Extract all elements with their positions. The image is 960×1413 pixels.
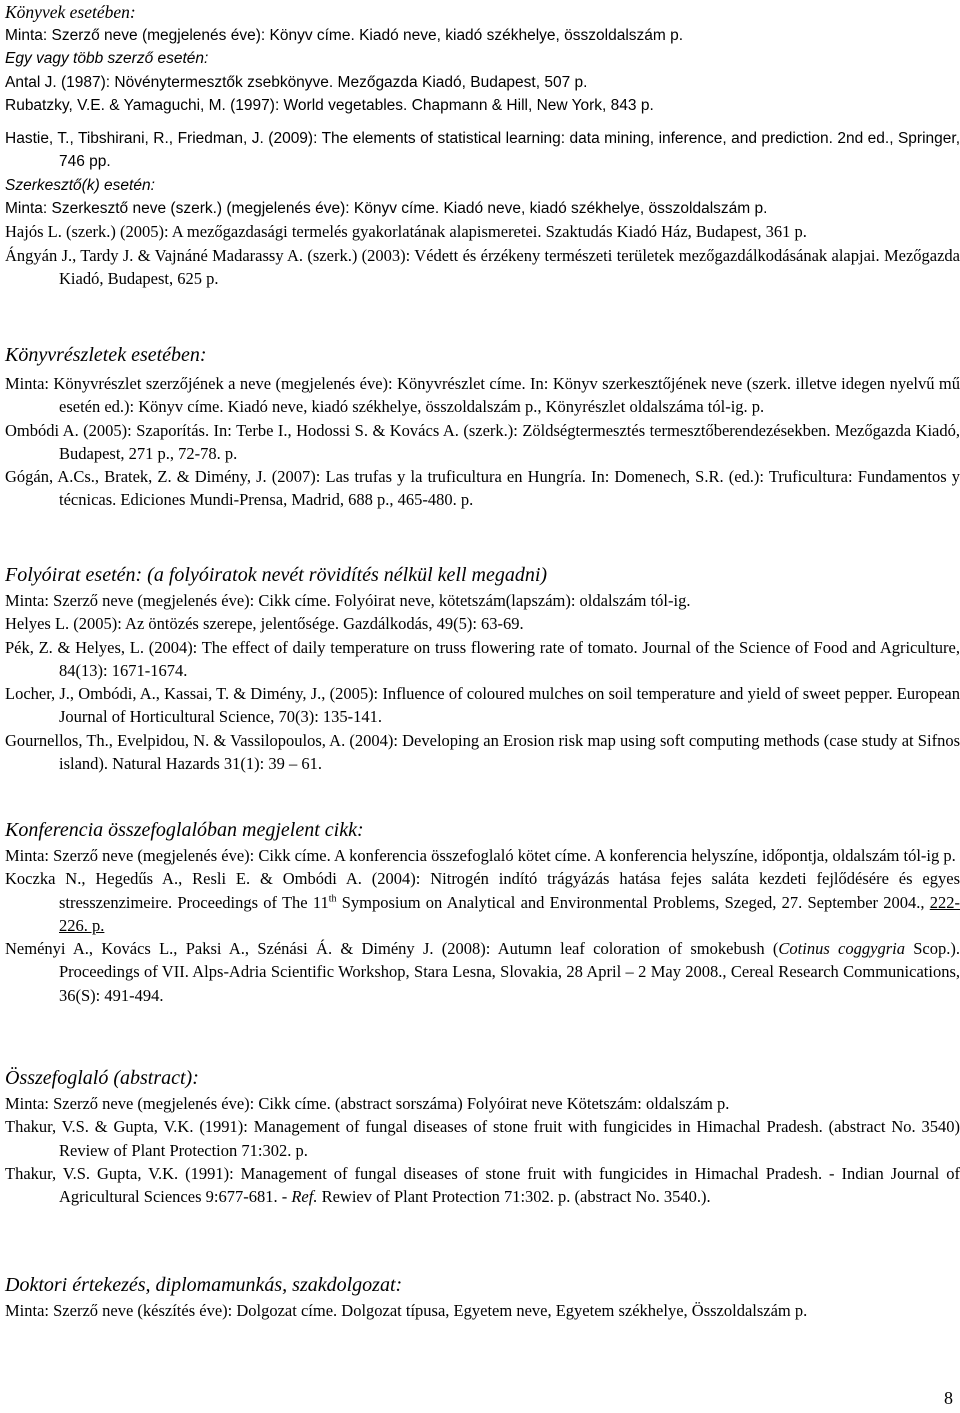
- books-pattern: Minta: Szerző neve (megjelenés éve): Könyv címe. Kiadó neve, kiadó székhelye, összoldalszám p.: [5, 27, 684, 44]
- chapters-heading: Könyvrészletek esetében:: [5, 344, 207, 366]
- section-chapters: [5, 343, 960, 512]
- book-entry: Hastie, T., Tibshirani, R., Friedman, J. (2009): The elements of statistical learning: data mining, inference, and prediction. 2nd ed., Springer, 746 pp.: [5, 130, 960, 171]
- conference-entry-text: Scop.). Proceedings of VII. Alps-Adria Scientific Workshop, Stara Lesna, Slovakia, 28 April – 2 May 2008., Cereal Research Communications, 36(S): 491-494.: [59, 939, 960, 1005]
- book-entry: Ángyán J., Tardy J. & Vajnáné Madarassy A. (szerk.) (2003): Védett és érzékeny természeti területek mezőgazdálkodásának alapjai. Mezőgazda Kiadó, Budapest, 625 p.: [5, 245, 960, 288]
- conference-entry: [5, 867, 960, 937]
- journal-entry: Locher, J., Ombódi, A., Kassai, T. & Dimény, J., (2005): Influence of coloured mulches on soil temperature and yield of sweet pepper. European Journal of Horticultural Science, 70(3): 135-141.: [5, 684, 960, 727]
- conference-entry-pages: 222-226. p.: [59, 892, 960, 935]
- journals-pattern: Minta: Szerző neve (megjelenés éve): Cikk címe. Folyóirat neve, kötetszám(lapszám): oldalszám tól-ig.: [5, 591, 691, 610]
- journal-entry: Gournellos, Th., Evelpidou, N. & Vassilopoulos, A. (2004): Developing an Erosion risk map using soft computing methods (case study at Sifnos island). Natural Hazards 31(1): 39 – 61.: [5, 730, 960, 774]
- conference-heading: Konferencia összefoglalóban megjelent cikk:: [5, 819, 364, 841]
- books-multi-author-heading: Egy vagy több szerző esetén:: [5, 50, 209, 68]
- theses-pattern: Minta: Szerző neve (készítés éve): Dolgozat címe. Dolgozat típusa, Egyetem neve, Egyetem székhelye, Összoldalszám p.: [5, 1301, 808, 1320]
- chapter-entry: Gógán, A.Cs., Bratek, Z. & Dimény, J. (2007): Las trufas y la truficultura en Hungría. In: Domenech, S.R. (ed.): Truficultura: Fundamentos y técnicas. Ediciones Mundi-Prensa, Madrid, 688 p., 465-480. p.: [5, 467, 960, 510]
- abstract-entry-text: Rewiev of Plant Protection 71:302. p. (abstract No. 3540.).: [317, 1187, 711, 1207]
- section-journals: [5, 563, 960, 775]
- abstract-pattern: Minta: Szerző neve (megjelenés éve): Cikk címe. (abstract sorszáma) Folyóirat neve Kötetszám: oldalszám p.: [5, 1094, 730, 1113]
- section-books: [5, 0, 960, 290]
- page-number: 8: [944, 1388, 953, 1408]
- journal-entry: Pék, Z. & Helyes, L. (2004): The effect of daily temperature on truss flowering rate of tomato. Journal of the Science of Food and Agriculture, 84(13): 1671-1674.: [5, 637, 960, 680]
- abstract-entry: Thakur, V.S. & Gupta, V.K. (1991): Management of fungal diseases of stone fruit with fungicides in Himachal Pradesh. (abstract No. 3540) Review of Plant Protection 71:302. p.: [5, 1117, 960, 1160]
- conference-entry-text: Neményi A., Kovács L., Paksi A., Szénási Á. & Dimény J. (2008): Autumn leaf coloration of smokebush (: [5, 939, 779, 959]
- ref-label: Ref.: [291, 1187, 318, 1207]
- section-abstract: [5, 1066, 960, 1208]
- abstract-heading: Összefoglaló (abstract):: [5, 1067, 199, 1089]
- chapters-pattern: Minta: Könyvrészlet szerzőjének a neve (megjelenés éve): Könyvrészlet címe. In: Könyv szerkesztőjének neve (szerk. illetve idegen nyelvű mű esetén ed.): Könyv címe. Kiadó neve, kiadó székhelye, összoldalszám p., Könyrészlet oldalszáma tól-ig. p.: [5, 374, 960, 417]
- abstract-entry-text: Thakur, V.S. Gupta, V.K. (1991): Management of fungal diseases of stone fruit with fungicides in Himachal Pradesh. - Indian Journal of Agricultural Sciences 9:677-681. -: [5, 1163, 960, 1207]
- chapter-entry: Ombódi A. (2005): Szaporítás. In: Terbe I., Hodossi S. & Kovács A. (szerk.): Zöldségtermesztés termesztőberendezésekben. Mezőgazda Kiadó, Budapest, 271 p., 72-78. p.: [5, 420, 960, 463]
- conference-entry-text: Symposium on Analytical and Environmental Problems, Szeged, 27. September 2004.,: [336, 892, 930, 912]
- theses-heading: Doktori értekezés, diplomamunkás, szakdolgozat:: [5, 1274, 403, 1296]
- journals-heading: Folyóirat esetén: (a folyóiratok nevét rövidítés nélkül kell megadni): [5, 564, 548, 586]
- section-theses: [5, 1273, 960, 1322]
- abstract-entry: [5, 1162, 960, 1209]
- book-entry: Rubatzky, V.E. & Yamaguchi, M. (1997): World vegetables. Chapmann & Hill, New York, 843 p.: [5, 96, 654, 114]
- journal-entry: Helyes L. (2005): Az öntözés szerepe, jelentősége. Gazdálkodás, 49(5): 63-69.: [5, 614, 524, 634]
- books-editor-heading: Szerkesztő(k) esetén:: [5, 176, 155, 194]
- section-conference: [5, 818, 960, 1007]
- books-editor-pattern: Minta: Szerkesztő neve (szerk.) (megjelenés éve): Könyv címe. Kiadó neve, kiadó székhelye, összoldalszám p.: [5, 200, 768, 218]
- conference-entry-text: Koczka N., Hegedűs A., Resli E. & Ombódi A. (2004): Nitrogén indító trágyázás hatása fejes saláta kezdeti fejlődésére és egyes stresszenzimeire. Proceedings of The 11: [5, 869, 960, 912]
- book-entry: Antal J. (1987): Növénytermesztők zsebkönyve. Mezőgazda Kiadó, Budapest, 507 p.: [5, 73, 588, 91]
- book-entry: Hajós L. (szerk.) (2005): A mezőgazdasági termelés gyakorlatának alapismeretei. Szaktudás Kiadó Ház, Budapest, 361 p.: [5, 222, 807, 242]
- books-heading: Könyvek esetében:: [5, 2, 136, 22]
- ordinal-suffix: th: [328, 893, 337, 905]
- species-name: Cotinus coggygria: [778, 939, 905, 959]
- conference-pattern: Minta: Szerző neve (megjelenés éve): Cikk címe. A konferencia összefoglaló kötet címe. A konferencia helyszíne, időpontja, oldalszám tól-ig p.: [5, 846, 956, 865]
- conference-entry: [5, 937, 960, 1007]
